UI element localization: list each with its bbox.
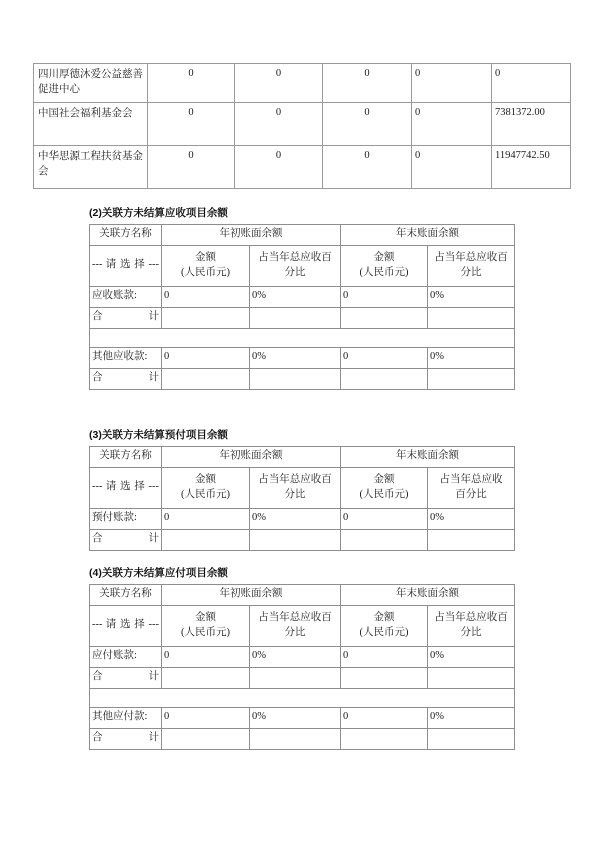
header-pct-line1: 占当年总应收百 [258,611,332,623]
end-amount-input[interactable]: 0 [341,347,428,368]
value-cell: 0 [323,146,412,189]
table-total-row [90,368,515,389]
header-amount-line2: (人民币元) [359,266,409,278]
header-pct-line2: 百分比 [455,488,487,500]
table-spacer-row [90,688,515,707]
header-amount-line2: (人民币元) [181,266,230,278]
table-header-row [90,224,515,245]
value-cell: 0 [412,146,492,189]
header-pct-line1: 占当年总应收百 [258,251,332,263]
table-row [90,347,515,368]
party-name-cell: 中华思源工程扶贫基金会 [34,146,148,189]
header-amount-line2: (人民币元) [181,626,230,638]
party-select-dropdown[interactable]: --- 请 选 择 --- [90,605,162,646]
value-cell: 0 [148,103,235,146]
total-begin-pct [250,728,341,749]
total-end-pct [428,307,515,328]
total-end-pct [428,529,515,550]
header-pct-line2: 分比 [284,488,306,500]
header-party-name: 关联方名称 [90,224,162,245]
header-end-pct [428,605,515,646]
related-party-continuation-table [33,63,570,189]
value-cell: 0 [412,64,492,103]
header-begin-amount [162,467,250,508]
begin-pct-input[interactable]: 0% [250,508,341,529]
row-label-total: 合 计 [90,529,162,550]
table-total-row [90,529,515,550]
value-cell: 0 [148,146,235,189]
value-cell: 0 [492,64,571,103]
header-amount-line2: (人民币元) [359,626,409,638]
header-pct-line1: 占当年总应收百 [434,251,508,263]
header-pct-line2: 分比 [284,266,306,278]
end-pct-input[interactable]: 0% [428,286,515,307]
total-end-pct [428,728,515,749]
header-party-name: 关联方名称 [90,584,162,605]
table-total-row [90,307,515,328]
party-name-cell: 中国社会福利基金会 [34,103,148,146]
header-amount-line1: 金额 [195,473,216,485]
header-party-name: 关联方名称 [90,446,162,467]
total-begin-pct [250,667,341,688]
table-total-row [90,667,515,688]
top-table [33,63,571,189]
value-cell: 0 [235,64,323,103]
begin-pct-input[interactable]: 0% [250,347,341,368]
end-pct-input[interactable]: 0% [428,347,515,368]
section-prepayment-balances [89,429,514,551]
prepayment-balances-table [89,446,515,551]
section-heading: (3)关联方未结算预付项目余额 [89,429,228,441]
total-begin-amount [162,307,250,328]
section-receivable-balances [89,207,514,390]
header-begin-amount [162,245,250,286]
header-end-amount [341,467,428,508]
row-label-total: 合 计 [90,368,162,389]
row-label-accounts-payable: 应付账款: [90,646,162,667]
header-pct-line1: 占当年总应收百 [258,473,332,485]
total-end-pct [428,667,515,688]
header-begin-pct [250,245,341,286]
header-begin-group: 年初账面余额 [162,224,341,245]
row-label-other-payables: 其他应付款: [90,707,162,728]
total-end-pct [428,368,515,389]
begin-amount-input[interactable]: 0 [162,707,250,728]
header-pct-line1: 占当年总应收 [439,473,503,485]
total-begin-pct [250,529,341,550]
end-pct-input[interactable]: 0% [428,646,515,667]
value-cell: 0 [323,103,412,146]
header-amount-line1: 金额 [195,611,216,623]
table-subheader-row [90,245,515,286]
header-begin-pct [250,467,341,508]
total-end-amount [341,307,428,328]
row-label-total: 合 计 [90,667,162,688]
table-row [34,146,571,189]
begin-pct-input[interactable]: 0% [250,707,341,728]
section-heading: (4)关联方未结算应付项目余额 [89,567,228,579]
table-row [90,508,515,529]
header-amount-line1: 金额 [373,473,395,485]
header-begin-group: 年初账面余额 [162,446,341,467]
total-end-amount [341,667,428,688]
total-begin-amount [162,368,250,389]
spacer [90,328,515,347]
table-row [34,103,571,146]
begin-amount-input[interactable]: 0 [162,646,250,667]
begin-amount-input[interactable]: 0 [162,508,250,529]
begin-pct-input[interactable]: 0% [250,646,341,667]
party-name-cell: 四川厚德沐爱公益慈善促进中心 [34,64,148,103]
total-begin-amount [162,728,250,749]
end-pct-input[interactable]: 0% [428,508,515,529]
total-end-amount [341,529,428,550]
table-subheader-row [90,605,515,646]
header-pct-line2: 分比 [460,266,482,278]
header-begin-amount [162,605,250,646]
table-row [34,64,571,103]
header-begin-pct [250,605,341,646]
header-end-pct [428,467,515,508]
party-select-dropdown[interactable]: --- 请 选 择 --- [90,467,162,508]
total-begin-amount [162,529,250,550]
table-subheader-row [90,467,515,508]
receivable-balances-table [89,224,515,390]
header-amount-line1: 金额 [195,251,216,263]
row-label-other-receivables: 其他应收款: [90,347,162,368]
spacer [90,688,515,707]
section-payable-balances [89,567,514,750]
total-begin-pct [250,368,341,389]
value-cell: 0 [323,64,412,103]
value-cell: 7381372.00 [492,103,571,146]
total-end-amount [341,728,428,749]
begin-amount-input[interactable]: 0 [162,286,250,307]
value-cell: 0 [148,64,235,103]
header-amount-line2: (人民币元) [181,488,230,500]
table-total-row [90,728,515,749]
end-amount-input[interactable]: 0 [341,508,428,529]
header-amount-line2: (人民币元) [359,488,409,500]
header-end-group: 年末账面余额 [341,224,515,245]
header-end-group: 年末账面余额 [341,584,515,605]
payable-balances-table [89,584,515,750]
section-heading: (2)关联方未结算应收项目余额 [89,207,228,219]
total-end-amount [341,368,428,389]
end-pct-input[interactable]: 0% [428,707,515,728]
row-label-total: 合 计 [90,307,162,328]
table-row [90,707,515,728]
value-cell: 0 [235,103,323,146]
header-end-amount [341,605,428,646]
table-row [90,646,515,667]
table-header-row [90,584,515,605]
header-end-group: 年末账面余额 [341,446,515,467]
header-amount-line1: 金额 [373,251,395,263]
header-pct-line2: 分比 [284,626,306,638]
header-begin-group: 年初账面余额 [162,584,341,605]
end-amount-input[interactable]: 0 [341,707,428,728]
table-row [90,286,515,307]
header-amount-line1: 金额 [373,611,395,623]
party-select-dropdown[interactable]: --- 请 选 择 --- [90,245,162,286]
table-spacer-row [90,328,515,347]
row-label-prepayments: 预付账款: [90,508,162,529]
value-cell: 0 [235,146,323,189]
header-end-pct [428,245,515,286]
header-end-amount [341,245,428,286]
value-cell: 0 [412,103,492,146]
row-label-total: 合 计 [90,728,162,749]
begin-pct-input[interactable]: 0% [250,286,341,307]
table-header-row [90,446,515,467]
header-pct-line1: 占当年总应收百 [434,611,508,623]
total-begin-pct [250,307,341,328]
value-cell: 11947742.50 [492,146,571,189]
row-label-accounts-receivable: 应收账款: [90,286,162,307]
header-pct-line2: 分比 [460,626,482,638]
end-amount-input[interactable]: 0 [341,646,428,667]
end-amount-input[interactable]: 0 [341,286,428,307]
total-begin-amount [162,667,250,688]
begin-amount-input[interactable]: 0 [162,347,250,368]
